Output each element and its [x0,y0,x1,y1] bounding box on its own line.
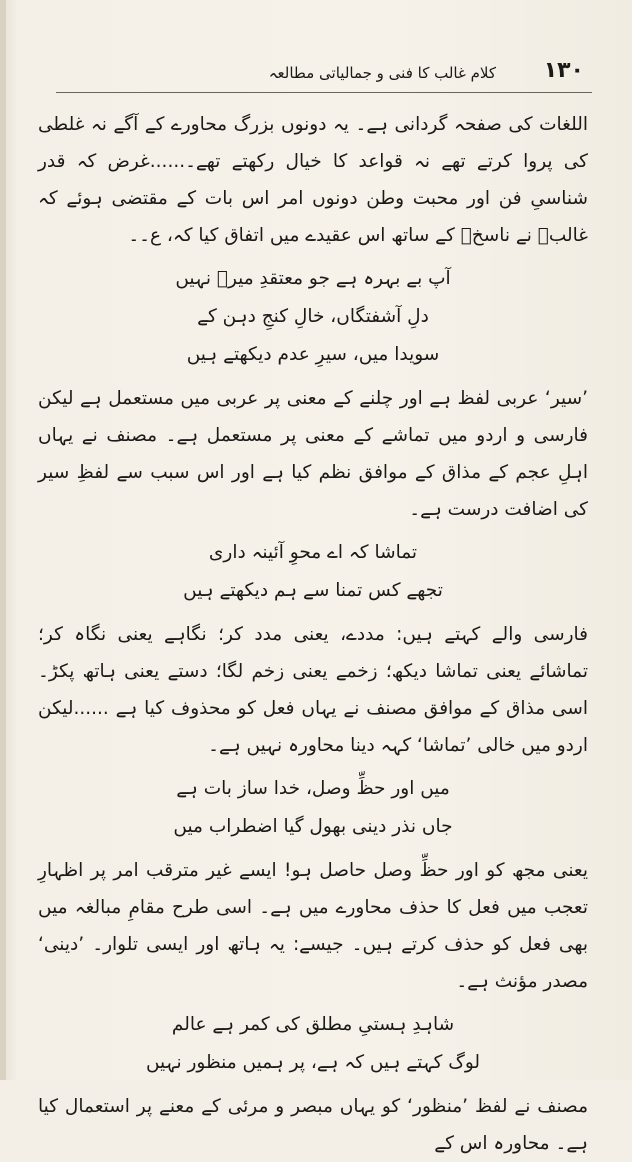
verse-3-line-2: جاں نذر دینی بھول گیا اضطراب میں [173,816,453,837]
page-binding-edge [0,0,6,1080]
paragraph-2: ’سیر‘ عربی لفظ ہے اور چلنے کے معنی پر عربی میں مستعمل ہے لیکن فارسی و اردو میں تماشے کے معنی پر مستعمل ہے۔ مصنف نے یہاں اہلِ عجم کے مذاق کے موافق نظم کیا ہے اور اس سبب سے لفظِ سیر کی اضافت درست ہے۔ [38,388,588,520]
page-body [38,106,588,1162]
quote-line: آپ بے بہرہ ہے جو معتقدِ میرؔ نہیں [175,268,451,289]
verse-4-line-1: شاہدِ ہستیِ مطلق کی کمر ہے عالم [171,1014,455,1035]
verse-1-line-2: سویدا میں، سیرِ عدم دیکھتے ہیں [186,344,440,365]
verse-2-line-1: تماشا کہ اے محوِ آئینہ داری [208,542,418,563]
verse-3 [38,770,588,846]
verse-1-line-1: دلِ آشفتگاں، خالِ کنجِ دہن کے [197,306,429,327]
verse-1 [38,298,588,374]
verse-4-line-2: لوگ کہتے ہیں کہ ہے، پر ہمیں منظور نہیں [145,1052,481,1073]
paragraph-1: اللغات کی صفحہ گردانی ہے۔ یہ دونوں بزرگ محاورے کے آگے نہ غلطی کی پروا کرتے تھے نہ قواعد کا خیال رکھتے تھے۔......غرض کہ قدر شناسیِ فن اور محبت وطن دونوں امر اس بات کے مقتضی ہوئے کہ غالبؔ نے ناسخؔ کے ساتھ اس عقیدے میں اتفاق کیا کہ، ع۔۔ [38,114,588,246]
paragraph-4: یعنی مجھ کو اور حظِّ وصل حاصل ہو! ایسے غیر مترقب امر پر اظہارِ تعجب میں فعل کا حذف محاورے میں ہے۔ اسی طرح مقامِ مبالغہ میں بھی فعل کو حذف کرتے ہیں۔ جیسے: یہ ہاتھ اور ایسی تلوار۔ ’دینی‘ مصدر مؤنث ہے۔ [38,860,588,992]
verse-3-line-1: میں اور حظِّ وصل، خدا ساز بات ہے [176,778,450,799]
verse-2-line-2: تجھے کس تمنا سے ہم دیکھتے ہیں [183,580,443,601]
header-rule [56,92,592,93]
verse-2 [38,534,588,610]
page-number: ۱۳۰ [543,58,584,83]
verse-4 [38,1006,588,1082]
quote-1 [38,260,588,298]
paragraph-5: مصنف نے لفظ ’منظور‘ کو یہاں مبصر و مرئی کے معنے پر استعمال کیا ہے۔ محاورہ اس کے [38,1096,588,1154]
paragraph-3: فارسی والے کہتے ہیں: مددے، یعنی مدد کر؛ نگاہے یعنی نگاہ کر؛ تماشائے یعنی تماشا دیکھ؛ زخمے یعنی زخم لگا؛ دستے یعنی ہاتھ پکڑ۔ اسی مذاق کے موافق مصنف نے یہاں فعل کو محذوف کیا ہے ......لیکن اردو میں خالی ’تماشا‘ کہہ دینا محاورہ نہیں ہے۔ [38,624,588,756]
page-header [60,58,592,86]
running-title: کلام غالب کا فنی و جمالیاتی مطالعہ [268,64,496,82]
